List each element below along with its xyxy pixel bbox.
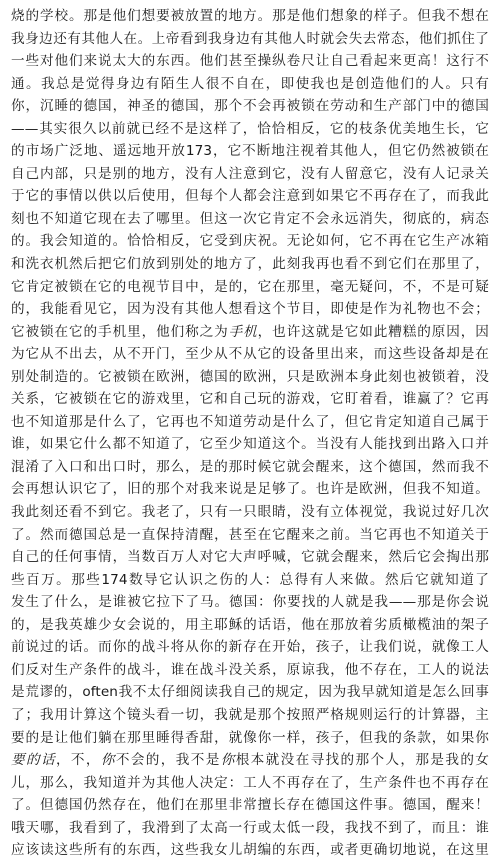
- text-line: 是荒谬的，often我不太仔细阅读我自己的规定，因为我早就知道是怎么回事: [11, 684, 489, 701]
- text-line: 些百万。那些174数导它认识之伤的人：总得有人来做。然后它就知道了: [11, 571, 489, 588]
- text-line: 和洗衣机然后把它们放到别处的地方了，此刻我再也看不到它们在那里了，: [11, 256, 489, 273]
- text-line: [11, 321, 489, 344]
- text-line: 要的是让他们躺在那里睡得香甜，就像你一样，孩子，但我的条款，如果你: [11, 729, 489, 746]
- text-line: 我此刻还看不到它。我老了，只有一只眼睛，没有立体视觉，我说过好几次: [11, 504, 489, 521]
- text-line: 于它的事情以供以后使用，但每个人都会注意到如果它不再存在了，而我此: [11, 188, 489, 205]
- emphasis-text: 你: [100, 752, 116, 769]
- text-line: 我身边还有其他人在。上帝看到我身边有其他人时就会失去常态，他们抓住了: [11, 30, 489, 47]
- text-line: 会再想认识它了，旧的那个对我来说是足够了。也许是欧洲，但我不知道。: [11, 481, 489, 498]
- text-line: 混淆了入口和出口时，那么，是的那时候它就会醒来，这个德国，然而我不: [11, 458, 489, 475]
- text-line: 了；我用计算这个镜头看一切，我就是那个按照严格规则运行的计算器，主: [11, 706, 489, 723]
- text-line: 们反对生产条件的战斗，谁在战斗没关系，原谅我，他不存在，工人的说法: [11, 661, 489, 678]
- text-line: 它肯定被锁在它的电视节目中，是的，它在那里，毫无疑问，不，不是可疑: [11, 278, 489, 295]
- text-line: 的。我会知道的。恰恰相反，它受到庆祝。无论如何，它不再在它生产冰箱: [11, 233, 489, 250]
- text-line: 为它从不出去，从不开门，至少从不从它的设备里出来，而这些设备却是在: [11, 346, 489, 363]
- text-line: 也不知道那是什么了，它再也不知道劳动是什么了，但它肯定知道自己属于: [11, 413, 489, 430]
- text-line: 别处制造的。它被锁在欧洲，德国的欧洲，只是欧洲本身此刻也被锁着，没: [11, 368, 489, 385]
- text-segment: ，不，: [55, 752, 101, 769]
- text-line: 自己的任何事情，当数百万人对它大声呼喊，它就会醒来，然后它会掏出那: [11, 549, 489, 566]
- emphasis-text: 你: [220, 752, 236, 769]
- text-line: 烧的学校。那是他们想要被放置的地方。那是他们想象的样子。但我不想在: [11, 8, 489, 24]
- text-line: 了。但德国仍然存在，他们在那里非常擅长存在德国这件事。德国，醒来！: [11, 797, 489, 814]
- text-line: 发生了什么，是谁被它拉下了马。德国：你要找的人就是我——那是你会说: [11, 594, 489, 611]
- text-line: 的，我能看见它，因为没有其他人想看这个节目，即使是作为礼物也不会；: [11, 301, 489, 318]
- text-line: [11, 749, 489, 772]
- document-page: [11, 5, 489, 862]
- text-line: 刻也不知道它现在去了哪里。但这一次它肯定不会永远消失，彻底的，病态: [11, 210, 489, 227]
- text-line: 一些对他们来说太大的东西。他们甚至操纵卷尺让自己看起来更高！这行不: [11, 53, 489, 70]
- text-line: 应该读这些所有的东西，这些我女儿胡编的东西，或者更确切地说，在这里: [11, 842, 489, 859]
- text-line: ——其实很久以前就已经不是这样了，恰恰相反，它的枝条优美地生长，它: [11, 120, 489, 137]
- text-line: 的市场广泛地、遥远地开放173，它不断地注视着其他人，但它仍然被锁在: [11, 143, 489, 160]
- text-segment: 不会的，我不是: [115, 752, 221, 769]
- text-segment: ，也许这就是它如此糟糕的原因，因: [257, 323, 489, 340]
- text-line: 谁，如果它什么都不知道了，它至少知道这个。当没有人能找到出路入口并: [11, 436, 489, 453]
- text-segment: 根本就没在寻找的那个人，那是我的女: [235, 752, 489, 769]
- text-line: 的，是我英雄少女会说的，用主耶稣的话语，他在那放着劣质橄榄油的架子: [11, 616, 489, 633]
- text-line: 自己内部，只是别的地方，没有人注意到它，没有人留意它，没有人记录关: [11, 165, 489, 182]
- text-line: 了。然而德国总是一直保持清醒，甚至在它醒来之前。当它再也不知道关于: [11, 526, 489, 543]
- text-line: 通。我总是觉得身边有陌生人很不自在，即使我也是创造他们的人。只有: [11, 75, 489, 92]
- emphasis-text: 手机: [228, 323, 258, 340]
- text-segment: 它被锁在它的手机里，他们称之为: [11, 323, 229, 340]
- emphasis-text: 要的话: [11, 752, 56, 769]
- text-line: 关系，它被锁在它的游戏里，它和自己玩的游戏，它盯着看，谁赢了？它再: [11, 391, 489, 408]
- text-line: 儿，那么，我知道并为其他人决定：工人不再存在了，生产条件也不再存在: [11, 774, 489, 791]
- text-line: 你，沉睡的德国，神圣的德国，那个不会再被锁在劳动和生产部门中的德国: [11, 98, 489, 115]
- text-line: 哦天哪，我看到了，我滑到了太高一行或太低一段，我找不到了，而且：谁: [11, 819, 489, 836]
- text-line: 前说过的话。而你的战斗将从你的新存在开始，孩子，让我们说，就像工人: [11, 639, 489, 656]
